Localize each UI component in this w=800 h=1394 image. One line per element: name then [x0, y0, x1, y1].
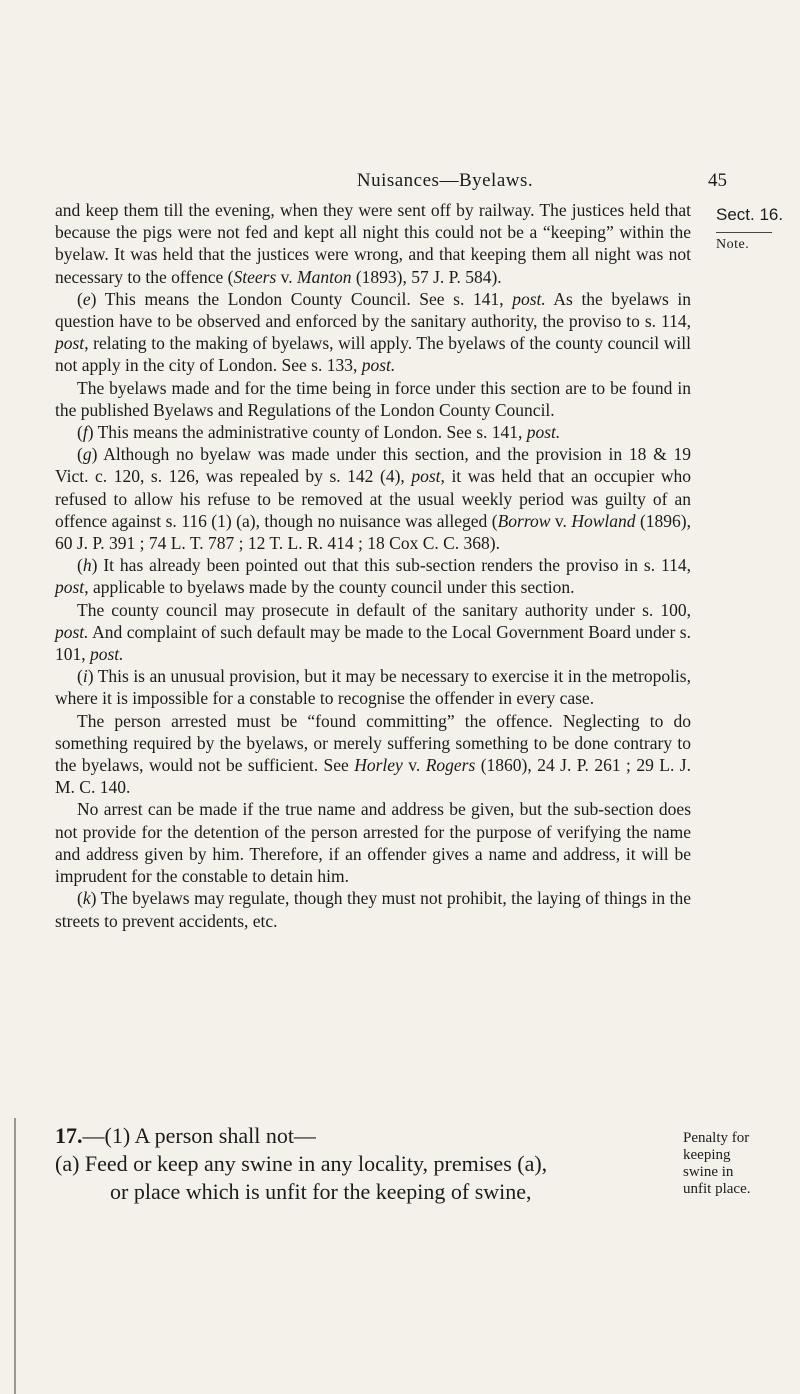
- note-body: [55, 199, 691, 932]
- text-run: , applicable to byelaws made by the county council under this section.: [84, 577, 575, 598]
- text-run: ) Although no byelaw was made under this section, and the provision in 18 & 19 Vict. c. 120, s. 126, was repealed by s. 142 (4),: [55, 444, 691, 487]
- text-run: (1896), 60 J. P. 391 ; 74 L. T. 787 ; 12 T. L. R. 414 ; 18 Cox C. C. 368).: [55, 510, 691, 554]
- running-title: Nuisances—Byelaws.: [356, 170, 534, 191]
- margin-section-label: Sect. 16.: [716, 205, 784, 224]
- statute-line-2: (a) Feed or keep any swine in any locality, premises (a),: [55, 1151, 548, 1176]
- italic-text: post.: [55, 621, 89, 642]
- statute-section: [55, 1122, 691, 1206]
- text-run: , it was held that an occupier who refused to allow his refuse to be removed at the usual weekly period was guilty of an offence against s. 116 (1) (a), though no nuisance was alleged (: [55, 466, 691, 531]
- text-run: (: [77, 288, 83, 309]
- note-paragraph: [55, 421, 691, 443]
- note-paragraph: [55, 554, 691, 598]
- text-run: (: [77, 666, 83, 687]
- text-run: (1893), 57 J. P. 584).: [351, 266, 502, 287]
- text-run: ) This means the administrative county of London. See s. 141,: [87, 422, 527, 443]
- side-note-line: unfit place.: [683, 1181, 751, 1197]
- text-run: The person arrested must be “found committing” the offence. Neglecting to do something required by the byelaws, or merely suffering something to be done contrary to the byelaws, would not be sufficient. See: [55, 710, 691, 776]
- statute-line-1-text: —(1) A person shall not—: [82, 1123, 316, 1148]
- italic-text: post.: [361, 355, 396, 376]
- italic-text: post.: [512, 288, 546, 309]
- italic-text: post.: [526, 422, 561, 443]
- italic-text: post: [411, 466, 441, 487]
- side-note-penalty: [683, 1130, 793, 1198]
- section-number: 17.: [55, 1123, 83, 1148]
- note-paragraph: [55, 798, 691, 887]
- italic-text: e: [82, 288, 91, 309]
- italic-text: g: [82, 444, 92, 465]
- text-run: (: [77, 888, 83, 909]
- text-run: v.: [276, 266, 298, 287]
- italic-text: Howland: [571, 510, 636, 531]
- text-run: and keep them till the evening, when they were sent off by railway. The justices held that because the pigs were not fed and kept all night this could not be a “keeping” within the byelaw. It was held that the justices were wrong, and that keeping them all night was not necessary to the offence (: [55, 200, 691, 287]
- text-run: , relating to the making of byelaws, will apply. The byelaws of the county council will not apply in the city of London. See s. 133,: [55, 333, 691, 376]
- text-run: And complaint of such default may be made to the Local Government Board under s. 101,: [55, 621, 691, 665]
- text-run: ) The byelaws may regulate, though they must not prohibit, the laying of things in the streets to prevent accidents, etc.: [55, 888, 691, 931]
- text-run: v.: [550, 510, 572, 531]
- side-note-line: Penalty for: [683, 1130, 750, 1146]
- italic-text: Horley: [354, 755, 403, 776]
- text-run: As the byelaws in question have to be observed and enforced by the sanitary authority, the proviso to s. 114,: [55, 288, 691, 332]
- text-run: ) This means the London County Council. See s. 141,: [90, 288, 513, 309]
- note-paragraph: [55, 288, 691, 377]
- page-number: 45: [708, 170, 727, 191]
- italic-text: post.: [90, 644, 124, 665]
- statute-line-1: [55, 1122, 691, 1150]
- italic-text: post: [55, 577, 85, 598]
- italic-text: Steers: [233, 266, 277, 287]
- italic-text: k: [82, 888, 91, 909]
- text-run: ) This is an unusual provision, but it may be necessary to exercise it in the metropolis, where it is impossible for a constable to recognise the offender in every case.: [55, 666, 691, 709]
- italic-text: Rogers: [425, 755, 476, 776]
- note-paragraph: [55, 443, 691, 554]
- italic-text: h: [82, 555, 92, 576]
- italic-text: post: [55, 333, 85, 354]
- italic-text: i: [82, 666, 88, 687]
- italic-text: f: [82, 422, 88, 443]
- text-run: The county council may prosecute in default of the sanitary authority under s. 100,: [77, 599, 691, 620]
- margin-note-label: Note.: [716, 232, 772, 253]
- note-paragraph: [55, 710, 691, 799]
- text-run: (1860), 24 J. P. 261 ; 29 L. J. M. C. 140.: [55, 755, 691, 798]
- binding-edge-rule: [14, 1118, 16, 1394]
- italic-text: Borrow: [497, 510, 551, 531]
- text-run: ) It has already been pointed out that this sub-section renders the proviso in s. 114,: [91, 555, 691, 576]
- side-note-line: keeping: [683, 1147, 731, 1163]
- note-paragraph: [55, 665, 691, 709]
- text-run: No arrest can be made if the true name and address be given, but the sub-section does not provide for the detention of the person arrested for the purpose of verifying the name and address given by him. Therefore, if an offender gives a name and address, it will be imprudent for the constable to detain him.: [55, 799, 691, 887]
- text-run: The byelaws made and for the time being in force under this section are to be found in the published Byelaws and Regulations of the London County Council.: [55, 377, 691, 420]
- side-note-line: swine in: [683, 1164, 734, 1180]
- note-paragraph: [55, 887, 691, 931]
- note-paragraph: [55, 599, 691, 666]
- statute-line-3: or place which is unfit for the keeping of swine,: [110, 1179, 532, 1204]
- text-run: (: [77, 555, 83, 576]
- italic-text: Manton: [297, 266, 352, 287]
- text-run: (: [77, 444, 83, 465]
- text-run: (: [77, 422, 83, 443]
- note-paragraph: [55, 377, 691, 421]
- note-paragraph: [55, 199, 691, 288]
- text-run: v.: [402, 755, 426, 776]
